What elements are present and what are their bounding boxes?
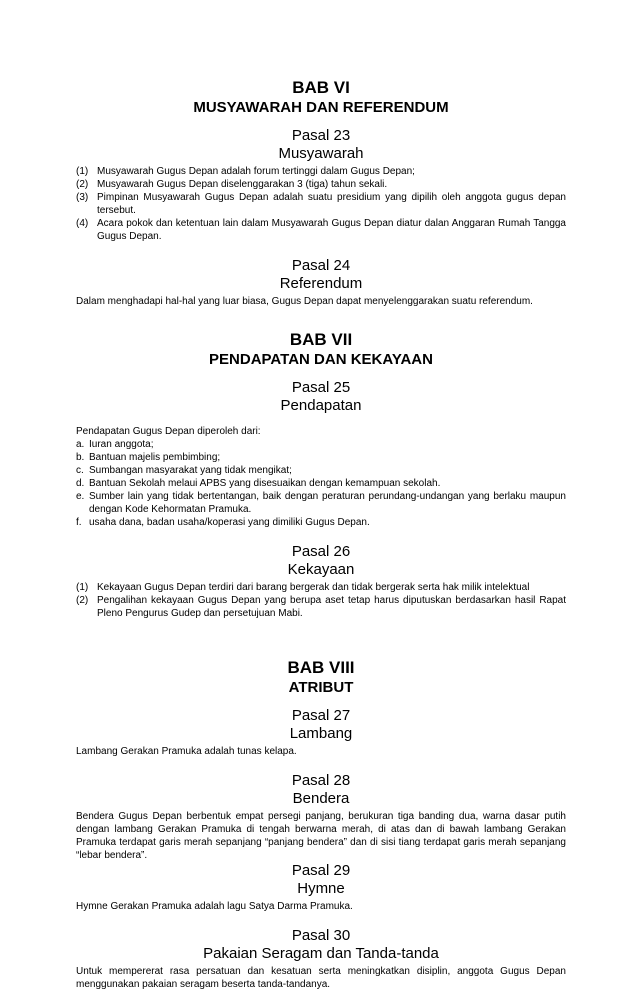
bab-viii-title: BAB VIII (287, 658, 355, 677)
pasal-26-list (76, 581, 566, 620)
pasal-30-number: Pasal 30 (291, 927, 351, 944)
pasal-27-text: Lambang Gerakan Pramuka adalah tunas kelapa. (76, 746, 297, 757)
bab-vi-title: BAB VI (292, 78, 350, 97)
pasal-26-name: Kekayaan (287, 561, 355, 578)
pasal-29-number: Pasal 29 (291, 862, 351, 879)
pasal-23-name: Musyawarah (278, 145, 364, 162)
list-item: a. Iuran anggota; (76, 439, 154, 450)
pasal-27-name: Lambang (289, 725, 353, 742)
list-item: d. Bantuan Sekolah melaui APBS yang disesuaikan dengan kemampuan sekolah. (76, 478, 441, 489)
list-item: (3) Pimpinan Musyawarah Gugus Depan adalah suatu presidium yang dipilih oleh anggota gugus depan tersebut. (76, 192, 566, 216)
list-item: (1) Kekayaan Gugus Depan terdiri dari barang bergerak dan tidak bergerak serta hak milik intelektual (76, 582, 530, 593)
pasal-25-number: Pasal 25 (291, 379, 351, 396)
pasal-28-text: Bendera Gugus Depan berbentuk empat persegi panjang, berukuran tiga banding dua, warna dasar putih dengan lambang Gerakan Pramuka di tengah berwarna merah, di atas dan di bawah lambang Gerakan Pramuka terdapat garis merah sepanjang “panjang bendera” dan di sisi tiang terdapat garis merah sepanjang “lebar bendera”. (76, 811, 566, 861)
pasal-26-number: Pasal 26 (291, 543, 351, 560)
pasal-25-intro: Pendapatan Gugus Depan diperoleh dari: (76, 426, 261, 437)
pasal-29-text: Hymne Gerakan Pramuka adalah lagu Satya Darma Pramuka. (76, 901, 353, 912)
bab-vi-name: MUSYAWARAH DAN REFERENDUM (193, 99, 449, 116)
pasal-23-number: Pasal 23 (291, 127, 351, 144)
pasal-23-list (76, 165, 566, 243)
list-item: (1) Musyawarah Gugus Depan adalah forum tertinggi dalam Gugus Depan; (76, 166, 415, 177)
pasal-25-name: Pendapatan (280, 397, 362, 414)
bab-vii-title: BAB VII (289, 330, 353, 349)
bab-vii-name: PENDAPATAN DAN KEKAYAAN (209, 351, 433, 368)
list-item: f. usaha dana, badan usaha/koperasi yang dimiliki Gugus Depan. (76, 517, 370, 528)
pasal-27-number: Pasal 27 (291, 707, 351, 724)
list-item: (2) Musyawarah Gugus Depan diselenggarakan 3 (tiga) tahun sekali. (76, 179, 388, 190)
list-item: e. Sumber lain yang tidak bertentangan, baik dengan peraturan perundang-undangan yang berlaku maupun dengan Kode Kehormatan Pramuka. (76, 491, 566, 515)
pasal-28-number: Pasal 28 (291, 772, 351, 789)
pasal-30-text: Untuk mempererat rasa persatuan dan kesatuan serta meningkatkan disiplin, anggota Gugus Depan menggunakan pakaian seragam beserta tanda-tandanya. (76, 966, 566, 990)
pasal-24-text: Dalam menghadapi hal-hal yang luar biasa, Gugus Depan dapat menyelenggarakan suatu referendum. (76, 296, 533, 307)
list-item: b. Bantuan majelis pembimbing; (76, 452, 221, 463)
list-item: (2) Pengalihan kekayaan Gugus Depan yang berupa aset tetap harus diputuskan berdasarkan hasil Rapat Pleno Pengurus Gudep dan persetujuan Mabi. (76, 595, 566, 619)
bab-viii-name: ATRIBUT (288, 679, 354, 696)
pasal-25-list (76, 438, 566, 529)
pasal-29-name: Hymne (297, 880, 345, 897)
pasal-30-name: Pakaian Seragam dan Tanda-tanda (203, 945, 439, 962)
pasal-24-name: Referendum (279, 275, 363, 292)
list-item: (4) Acara pokok dan ketentuan lain dalam Musyawarah Gugus Depan diatur dalan Anggaran Rumah Tangga Gugus Depan. (76, 218, 566, 242)
pasal-24-number: Pasal 24 (291, 257, 351, 274)
list-item: c. Sumbangan masyarakat yang tidak mengikat; (76, 465, 292, 476)
pasal-28-name: Bendera (292, 790, 350, 807)
